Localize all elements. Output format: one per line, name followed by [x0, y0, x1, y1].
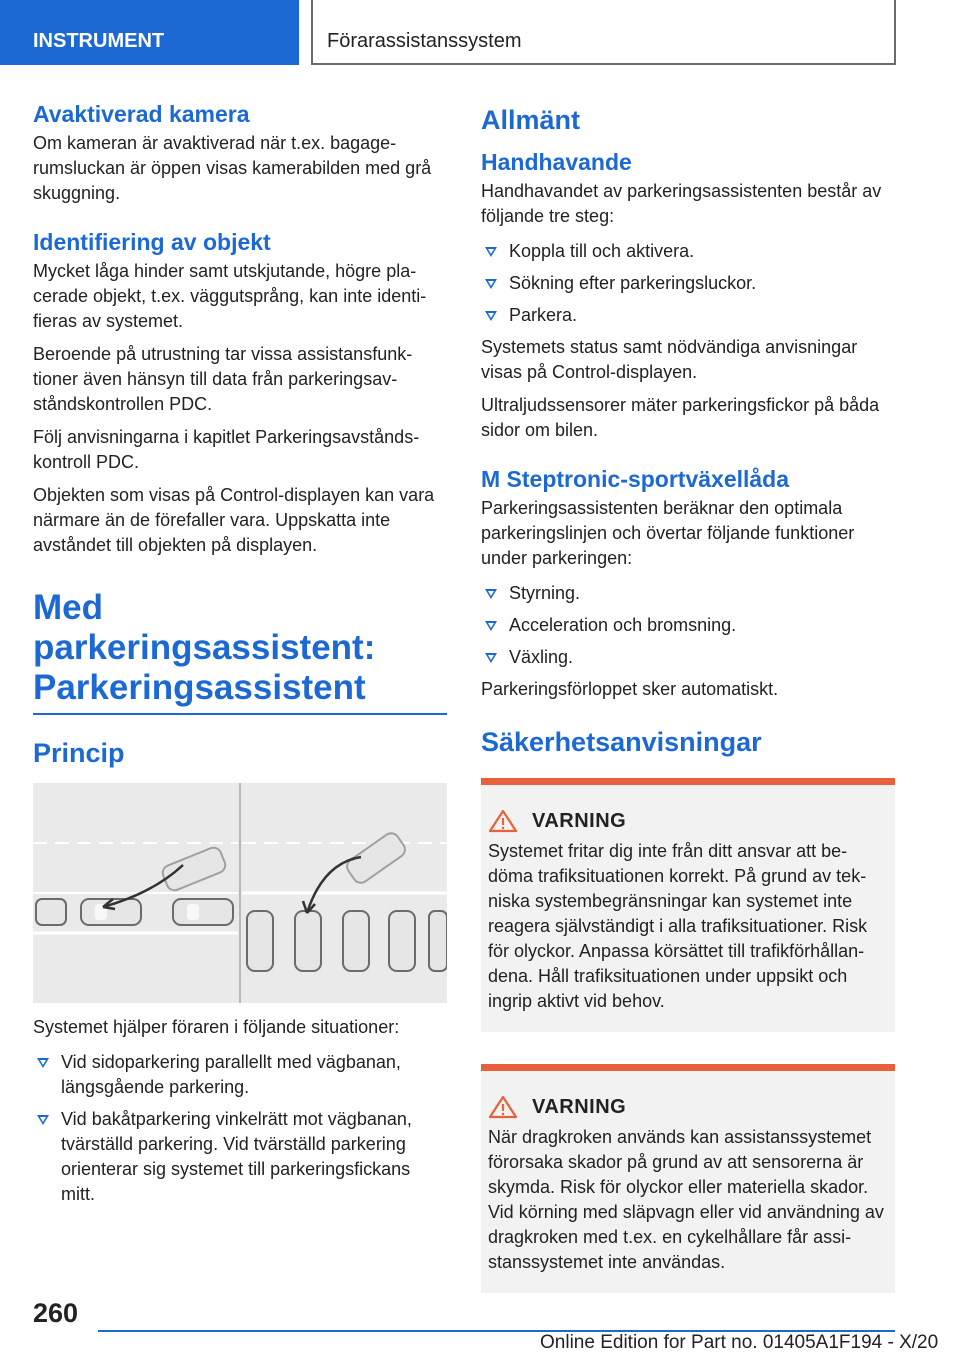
warning-triangle-icon [488, 1095, 518, 1119]
heading-deactivated-camera: Avaktiverad kamera [33, 101, 250, 127]
warning-header [488, 1095, 887, 1119]
bullet-triangle-icon [485, 311, 497, 321]
paragraph-deactivated-camera: Om kameran är avaktiverad när t.ex. bagage-rumsluckan är öppen visas kamerabilden med grå skuggning. [33, 133, 432, 203]
warning-box-1 [481, 778, 895, 1032]
bullet-triangle-icon [37, 1115, 49, 1125]
list-item-text: Styrning. [509, 583, 581, 603]
warning-text: Systemet fritar dig inte från ditt ansvar att be-döma trafiksituationen korrekt. På grund av tek-niska systembegränsningar kan systemet inte reagera självständigt i alla trafiksituationer. Risk för olyckor. Anpassa körsättet till trafikförhållan-dena. Håll trafiksituationen under uppsikt och ingrip aktivt vid behov. [488, 841, 868, 1011]
heading-object-identification: Identifiering av objekt [33, 229, 271, 255]
heading-principle: Princip [33, 738, 125, 768]
bullet-triangle-icon [485, 279, 497, 289]
list-item [33, 1107, 447, 1207]
chapter-title: Förarassistanssystem [327, 30, 522, 52]
warning-title: VARNING [532, 809, 627, 832]
paragraph-m-steptronic: Parkeringsassistenten beräknar den optimala parkeringslinjen och övertar följande funktioner under parkeringen: [481, 498, 855, 568]
warning-text: När dragkroken används kan assistanssystemet förorsaka skador på grund av att sensorerna är skymda. Risk för olyckor eller materiella skador. Vid körning med släpvagn eller vid användning av dragkroken med t.ex. en cykelhållare får assi-stanssystemet inte användas. [488, 1127, 884, 1272]
situation-list [33, 1050, 447, 1207]
list-item-text: Sökning efter parkeringsluckor. [509, 273, 757, 293]
section-heading-line-2: Parkeringsassistent [33, 668, 366, 707]
list-item-text: Koppla till och aktivera. [509, 241, 695, 261]
left-column [33, 100, 447, 1214]
list-item-text: Växling. [509, 647, 574, 667]
list-item-text: Acceleration och bromsning. [509, 615, 737, 635]
section-title: INSTRUMENT [33, 30, 165, 52]
heading-handling: Handhavande [481, 149, 632, 175]
bullet-triangle-icon [485, 247, 497, 257]
list-item [481, 239, 895, 264]
paragraph-handling: Handhavandet av parkeringsassistenten består av följande tre steg: [481, 181, 882, 226]
heading-m-steptronic: M Steptronic-sportväxellåda [481, 466, 790, 492]
paragraph-ident-3: Följ anvisningarna i kapitlet Parkeringsavstånds-kontroll PDC. [33, 427, 420, 472]
list-item [481, 303, 895, 328]
steps-list [481, 239, 895, 328]
list-item [33, 1050, 447, 1100]
list-item-text: Vid sidoparkering parallellt med vägbanan, längsgående parkering. [61, 1052, 401, 1097]
section-heading-parking-assistant [33, 588, 447, 715]
list-item [481, 271, 895, 296]
warning-triangle-icon [488, 809, 518, 833]
page-number: 260 [33, 1298, 79, 1328]
list-item [481, 645, 895, 670]
warning-title: VARNING [532, 1095, 627, 1118]
functions-list [481, 581, 895, 670]
paragraph-ident-4: Objekten som visas på Control-displayen kan vara närmare än de förefaller vara. Uppskatta inte avståndet till objekten på displayen. [33, 485, 435, 555]
list-item-text: Vid bakåtparkering vinkelrätt mot vägbanan, tvärställd parkering. Vid tvärställd parkering orienterar sig systemet till parkeringsfickans mitt. [61, 1109, 412, 1204]
list-item-text: Parkera. [509, 305, 578, 325]
warning-box-2 [481, 1064, 895, 1293]
right-column [481, 100, 895, 1293]
section-tab [0, 0, 299, 65]
paragraph-ident-2: Beroende på utrustning tar vissa assistansfunk-tioner även hänsyn till data från parkeringsav-ståndskontrollen PDC. [33, 344, 413, 414]
section-heading-line-1: Med parkeringsassistent: [33, 588, 376, 667]
list-item [481, 581, 895, 606]
warning-header [488, 809, 887, 833]
heading-general: Allmänt [481, 105, 581, 135]
paragraph-automatic: Parkeringsförloppet sker automatiskt. [481, 679, 779, 699]
parking-illustration [33, 783, 447, 1003]
footer-edition: Online Edition for Part no. 01405A1F194 - X/20 [540, 1332, 939, 1353]
paragraph-ident-1: Mycket låga hinder samt utskjutande, högre pla-cerade objekt, t.ex. väggutsprång, kan inte identi-fieras av systemet. [33, 261, 427, 331]
bullet-triangle-icon [37, 1058, 49, 1068]
bullet-triangle-icon [485, 589, 497, 599]
paragraph-principle: Systemet hjälper föraren i följande situationer: [33, 1017, 400, 1037]
paragraph-ultrasonic: Ultraljudssensorer mäter parkeringsfickor på båda sidor om bilen. [481, 395, 880, 440]
bullet-triangle-icon [485, 621, 497, 631]
parking-diagram [33, 783, 447, 1003]
heading-safety: Säkerhetsanvisningar [481, 727, 762, 757]
paragraph-status: Systemets status samt nödvändiga anvisningar visas på Control-displayen. [481, 337, 858, 382]
list-item [481, 613, 895, 638]
bullet-triangle-icon [485, 653, 497, 663]
chapter-tab [311, 0, 896, 65]
